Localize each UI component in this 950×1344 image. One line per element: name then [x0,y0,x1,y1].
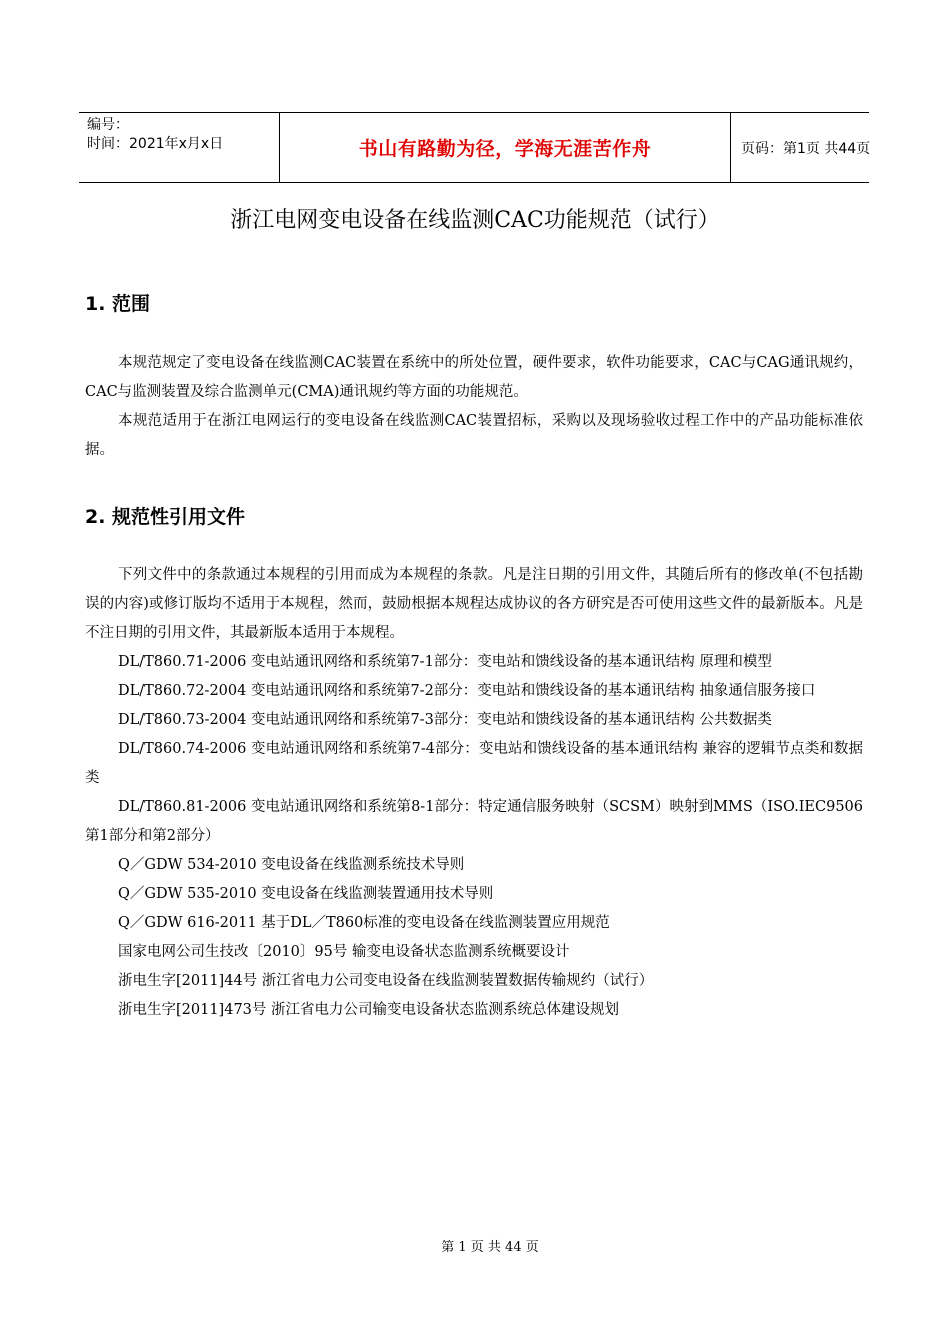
paragraph: 本规范规定了变电设备在线监测CAC装置在系统中的所处位置，硬件要求，软件功能要求，CAC与CAG通讯规约，CAC与监测装置及综合监测单元(CMA)通讯规约等方面的功能规范。 [85,355,863,400]
section-heading-scope: 1. 范围 [85,293,151,315]
reference-item: DL/T860.71-2006 变电站通讯网络和系统第7-1部分：变电站和馈线设备的基本通讯结构 原理和模型 [118,654,772,670]
page-header [79,112,869,183]
header-motto-cell [279,113,731,182]
document-number-label: 编号： [87,117,129,133]
section-heading-references: 2. 规范性引用文件 [85,506,246,528]
reference-item: DL/T860.81-2006 变电站通讯网络和系统第8-1部分：特定通信服务映射（SCSM）映射到MMS（ISO.IEC9506第1部分和第2部分） [85,799,863,844]
page-footer: 第 1 页 共 44 页 [441,1240,539,1255]
reference-item: 国家电网公司生技改〔2010〕95号 输变电设备状态监测系统概要设计 [118,944,570,960]
reference-item: 浙电生字[2011]473号 浙江省电力公司输变电设备状态监测系统总体建设规划 [118,1002,619,1018]
paragraph: 下列文件中的条款通过本规程的引用而成为本规程的条款。凡是注日期的引用文件，其随后所有的修改单(不包括勘误的内容)或修订版均不适用于本规程，然而，鼓励根据本规程达成协议的各方研究是否可使用这些文件的最新版本。凡是不注日期的引用文件，其最新版本适用于本规程。 [85,567,863,641]
document-title: 浙江电网变电设备在线监测CAC功能规范（试行） [230,208,720,233]
header-page-info: 页码：第1页 共44页 [741,140,871,157]
paragraph: 本规范适用于在浙江电网运行的变电设备在线监测CAC装置招标，采购以及现场验收过程工作中的产品功能标准依据。 [85,413,863,458]
reference-item: DL/T860.74-2006 变电站通讯网络和系统第7-4部分：变电站和馈线设备的基本通讯结构 兼容的逻辑节点类和数据类 [85,741,863,786]
section-references-body [85,561,863,1025]
reference-item: Q／GDW 534-2010 变电设备在线监测系统技术导则 [118,857,465,873]
header-motto: 书山有路勤为径，学海无涯苦作舟 [358,138,652,160]
section-scope-body [85,349,863,465]
reference-item: Q／GDW 535-2010 变电设备在线监测装置通用技术导则 [118,886,494,902]
reference-item: 浙电生字[2011]44号 浙江省电力公司变电设备在线监测装置数据传输规约（试行） [118,973,654,989]
reference-item: DL/T860.72-2004 变电站通讯网络和系统第7-2部分：变电站和馈线设备的基本通讯结构 抽象通信服务接口 [118,683,816,699]
header-meta [79,113,279,182]
reference-item: Q／GDW 616-2011 基于DL／T860标准的变电设备在线监测装置应用规范 [118,915,610,931]
reference-item: DL/T860.73-2004 变电站通讯网络和系统第7-3部分：变电站和馈线设备的基本通讯结构 公共数据类 [118,712,772,728]
document-date: 时间：2021年x月x日 [87,136,224,152]
